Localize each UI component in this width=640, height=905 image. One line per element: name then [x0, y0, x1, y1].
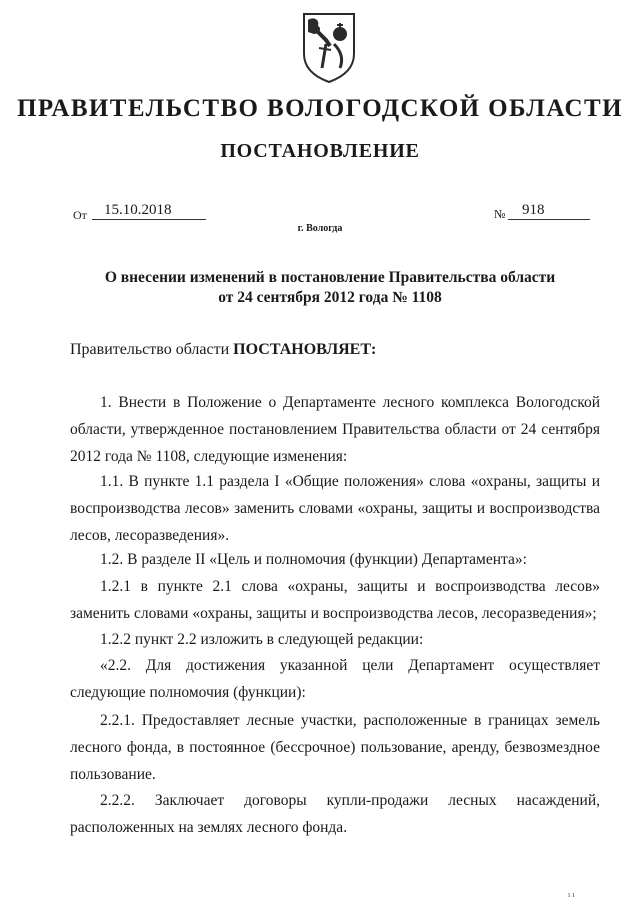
document-type: ПОСТАНОВЛЕНИЕ [220, 140, 420, 162]
preamble [70, 341, 376, 359]
preamble-emphasis: ПОСТАНОВЛЯЕТ: [233, 341, 377, 358]
subject-line-2: от 24 сентября 2012 года № 1108 [218, 289, 442, 306]
paragraph-2-2: «2.2. Для достижения указанной цели Департамент осуществляет следующие полномочия (функции): [70, 657, 600, 701]
paragraph-2-2-2: 2.2.2. Заключает договоры купли-продажи лесных насаждений, расположенных на землях лесного фонда. [70, 792, 600, 836]
government-title: ПРАВИТЕЛЬСТВО ВОЛОГОДСКОЙ ОБЛАСТИ [17, 95, 623, 122]
paragraph-1: 1. Внести в Положение о Департаменте лесного комплекса Вологодской области, утвержденное постановлением Правительства области от 24 сентября 2012 года № 1108, следующие изменения: [70, 394, 600, 465]
paragraph-1-2-1: 1.2.1 в пункте 2.1 слова «охраны, защиты и воспроизводства лесов» заменить словами «охраны, защиты и воспроизводства лесов, лесоразведения»; [70, 578, 600, 622]
document-subject [60, 268, 600, 308]
number-value: 918 [522, 202, 545, 218]
date-label: От [73, 208, 87, 222]
number-label: № [494, 207, 506, 221]
city: г. Вологда [297, 223, 343, 234]
paragraph-2-2-1: 2.2.1. Предоставляет лесные участки, расположенные в границах земель лесного фонда, в постоянное (бессрочное) пользование, аренду, безвозмездное пользование. [70, 712, 600, 783]
subject-line-1: О внесении изменений в постановление Правительства области [104, 269, 556, 286]
date-value: 15.10.2018 [104, 202, 172, 218]
paragraph-1-2-2: 1.2.2 пункт 2.2 изложить в следующей редакции: [100, 631, 424, 648]
coat-of-arms-icon [300, 10, 358, 84]
preamble-text: Правительство области [70, 341, 230, 358]
number-underline [508, 219, 590, 220]
date-underline [92, 219, 206, 220]
paragraph-1-2: 1.2. В разделе II «Цель и полномочия (функции) Департамента»: [100, 551, 527, 568]
paragraph-1-1: 1.1. В пункте 1.1 раздела I «Общие положения» слова «охраны, защиты и воспроизводства лесов» заменить словами «охраны, защиты и воспроизводства лесов, лесоразведения». [70, 473, 600, 544]
page-mark: ı ı [568, 890, 575, 899]
